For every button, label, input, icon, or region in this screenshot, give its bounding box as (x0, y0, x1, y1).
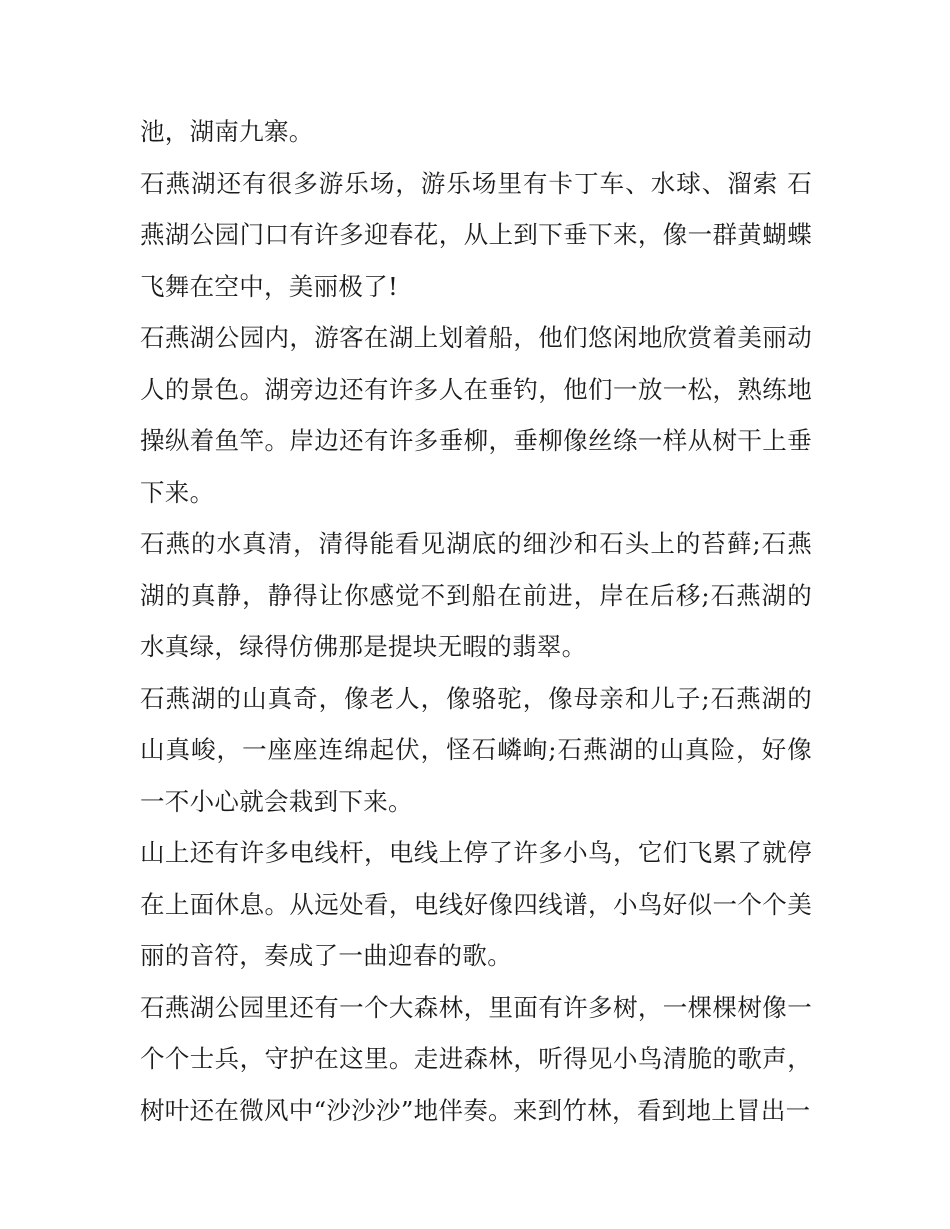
paragraph-1: 池，湖南九寨。 (140, 117, 314, 146)
paragraph-4: 石燕的水真清，清得能看见湖底的细沙和石头上的苔藓;石燕湖的真静，静得让你感觉不到船在前进，岸在后移;石燕湖的水真绿，绿得仿佛那是提块无暇的翡翠。 (140, 529, 812, 661)
paragraph-5: 石燕湖的山真奇，像老人，像骆驼，像母亲和儿子;石燕湖的山真峻，一座座连绵起伏，怪石嶙峋;石燕湖的山真险，好像一不小心就会栽到下来。 (140, 683, 812, 816)
paragraph-6: 山上还有许多电线杆，电线上停了许多小鸟，它们飞累了就停在上面休息。从远处看，电线好像四线谱，小鸟好似一个个美丽的音符，奏成了一曲迎春的歌。 (140, 838, 812, 970)
paragraph-7: 石燕湖公园里还有一个大森林，里面有许多树，一棵棵树像一个个士兵，守护在这里。走进森林，听得见小鸟清脆的歌声，树叶还在微风中“沙沙沙”地伴奏。来到竹林，看到地上冒出一 (140, 992, 812, 1125)
paragraph-2: 石燕湖还有很多游乐场，游乐场里有卡丁车、水球、溜索 石燕湖公园门口有许多迎春花，从上到下垂下来，像一群黄蝴蝶飞舞在空中，美丽极了! (140, 168, 812, 301)
document-body (140, 106, 812, 1136)
paragraph-3: 石燕湖公园内，游客在湖上划着船，他们悠闲地欣赏着美丽动人的景色。湖旁边还有许多人在垂钓，他们一放一松，熟练地操纵着鱼竿。岸边还有许多垂柳，垂柳像丝绦一样从树干上垂下来。 (140, 323, 812, 507)
